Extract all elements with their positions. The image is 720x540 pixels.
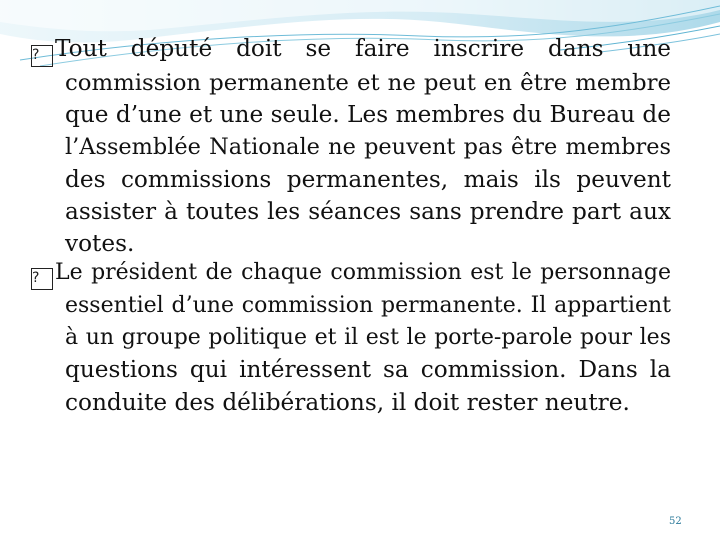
paragraph-2-line-5: conduite des délibérations, il doit rester neutre. xyxy=(65,388,630,416)
paragraph-2-line-2: essentiel d’une commission permanente. Il appartient xyxy=(65,293,671,318)
paragraph-2-line-4: questions qui intéressent sa commission. Dans la xyxy=(65,356,671,384)
paragraph-1 xyxy=(31,33,671,260)
paragraph-1-line-5: des commissions permanentes, mais ils peuvent xyxy=(65,165,671,193)
page-number: 52 xyxy=(669,516,682,527)
paragraph-1-line-6: assister à toutes les séances sans prendre part aux xyxy=(65,197,671,225)
paragraph-2 xyxy=(31,257,671,419)
paragraph-1-line-1-text: Tout député doit se faire inscrire dans une xyxy=(55,35,671,62)
paragraph-1-line-3: que d’une et une seule. Les membres du Bureau de xyxy=(65,101,671,129)
paragraph-2-line-1-text: Le président de chaque commission est le personnage xyxy=(55,260,671,285)
paragraph-2-line-1 xyxy=(31,257,671,290)
paragraph-1-line-1 xyxy=(31,33,671,67)
paragraph-1-line-2: commission permanente et ne peut en être membre xyxy=(65,70,671,96)
paragraph-1-line-7: votes. xyxy=(65,230,135,258)
bullet-icon: ? xyxy=(31,268,53,290)
bullet-icon: ? xyxy=(31,45,53,67)
paragraph-1-line-4: l’Assemblée Nationale ne peuvent pas être membres xyxy=(65,134,671,161)
paragraph-2-line-3: à un groupe politique et il est le porte-parole pour les xyxy=(65,325,671,351)
